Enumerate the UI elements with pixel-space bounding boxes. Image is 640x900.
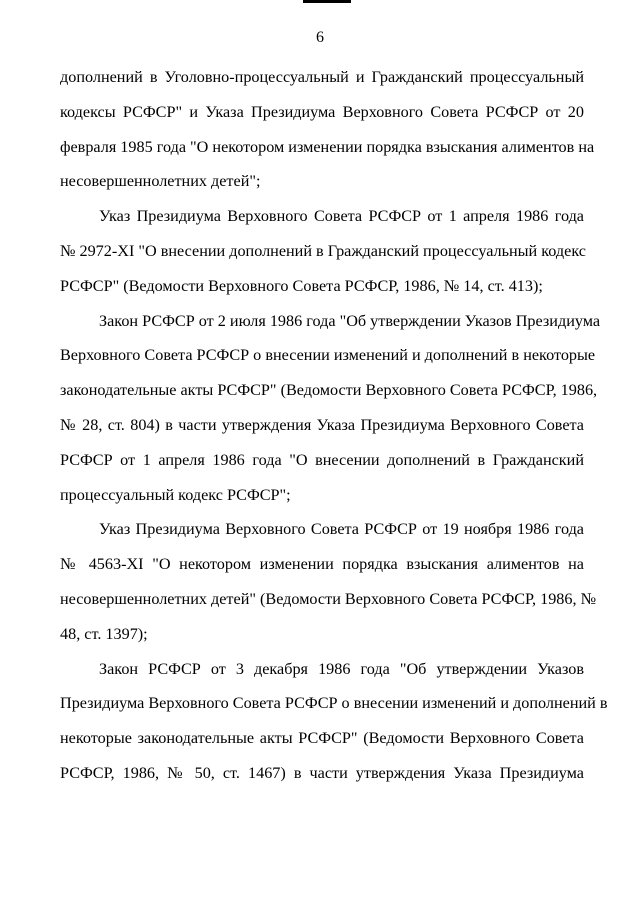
- document-body: [60, 60, 608, 791]
- text-line: Верховного Совета РСФСР о внесении изменений и дополнений в некоторые: [60, 346, 596, 365]
- text-line: законодательные акты РСФСР" (Ведомости Верховного Совета РСФСР, 1986,: [60, 381, 598, 400]
- text-line: РСФСР" (Ведомости Верховного Совета РСФСР, 1986, № 14, ст. 413);: [60, 276, 543, 295]
- text-line: Президиума Верховного Совета РСФСР о внесении изменений и дополнений в: [60, 694, 608, 713]
- text-line: Указ Президиума Верховного Совета РСФСР от 1 апреля 1986 года: [99, 207, 584, 226]
- text-line: № 28, ст. 804) в части утверждения Указа Президиума Верховного Совета: [60, 415, 584, 434]
- text-line: февраля 1985 года "О некотором изменении порядка взыскания алиментов на: [60, 137, 595, 156]
- text-line: Указ Президиума Верховного Совета РСФСР от 19 ноября 1986 года: [99, 520, 584, 539]
- text-line: дополнений в Уголовно-процессуальный и Гражданский процессуальный: [60, 68, 584, 86]
- text-line: несовершеннолетних детей";: [60, 172, 261, 191]
- page-number: 6: [316, 29, 324, 46]
- text-line: № 4563-XI "О некотором изменении порядка взыскания алиментов на: [60, 555, 584, 574]
- text-line: некоторые законодательные акты РСФСР" (Ведомости Верховного Совета: [60, 729, 584, 748]
- text-line: процессуальный кодекс РСФСР";: [60, 485, 291, 504]
- text-line: несовершеннолетних детей" (Ведомости Верховного Совета РСФСР, 1986, №: [60, 589, 597, 608]
- top-rule: [303, 0, 351, 3]
- text-line: № 2972-XI "О внесении дополнений в Гражданский процессуальный кодекс: [60, 241, 586, 260]
- text-line: РСФСР от 1 апреля 1986 года "О внесении дополнений в Гражданский: [60, 450, 584, 469]
- text-line: Закон РСФСР от 3 декабря 1986 года "Об утверждении Указов: [99, 659, 584, 678]
- text-line: кодексы РСФСР" и Указа Президиума Верховного Совета РСФСР от 20: [60, 102, 584, 121]
- text-line: РСФСР, 1986, № 50, ст. 1467) в части утверждения Указа Президиума: [60, 763, 584, 782]
- text-line: 48, ст. 1397);: [60, 624, 148, 643]
- text-line: Закон РСФСР от 2 июля 1986 года "Об утверждении Указов Президиума: [99, 311, 601, 330]
